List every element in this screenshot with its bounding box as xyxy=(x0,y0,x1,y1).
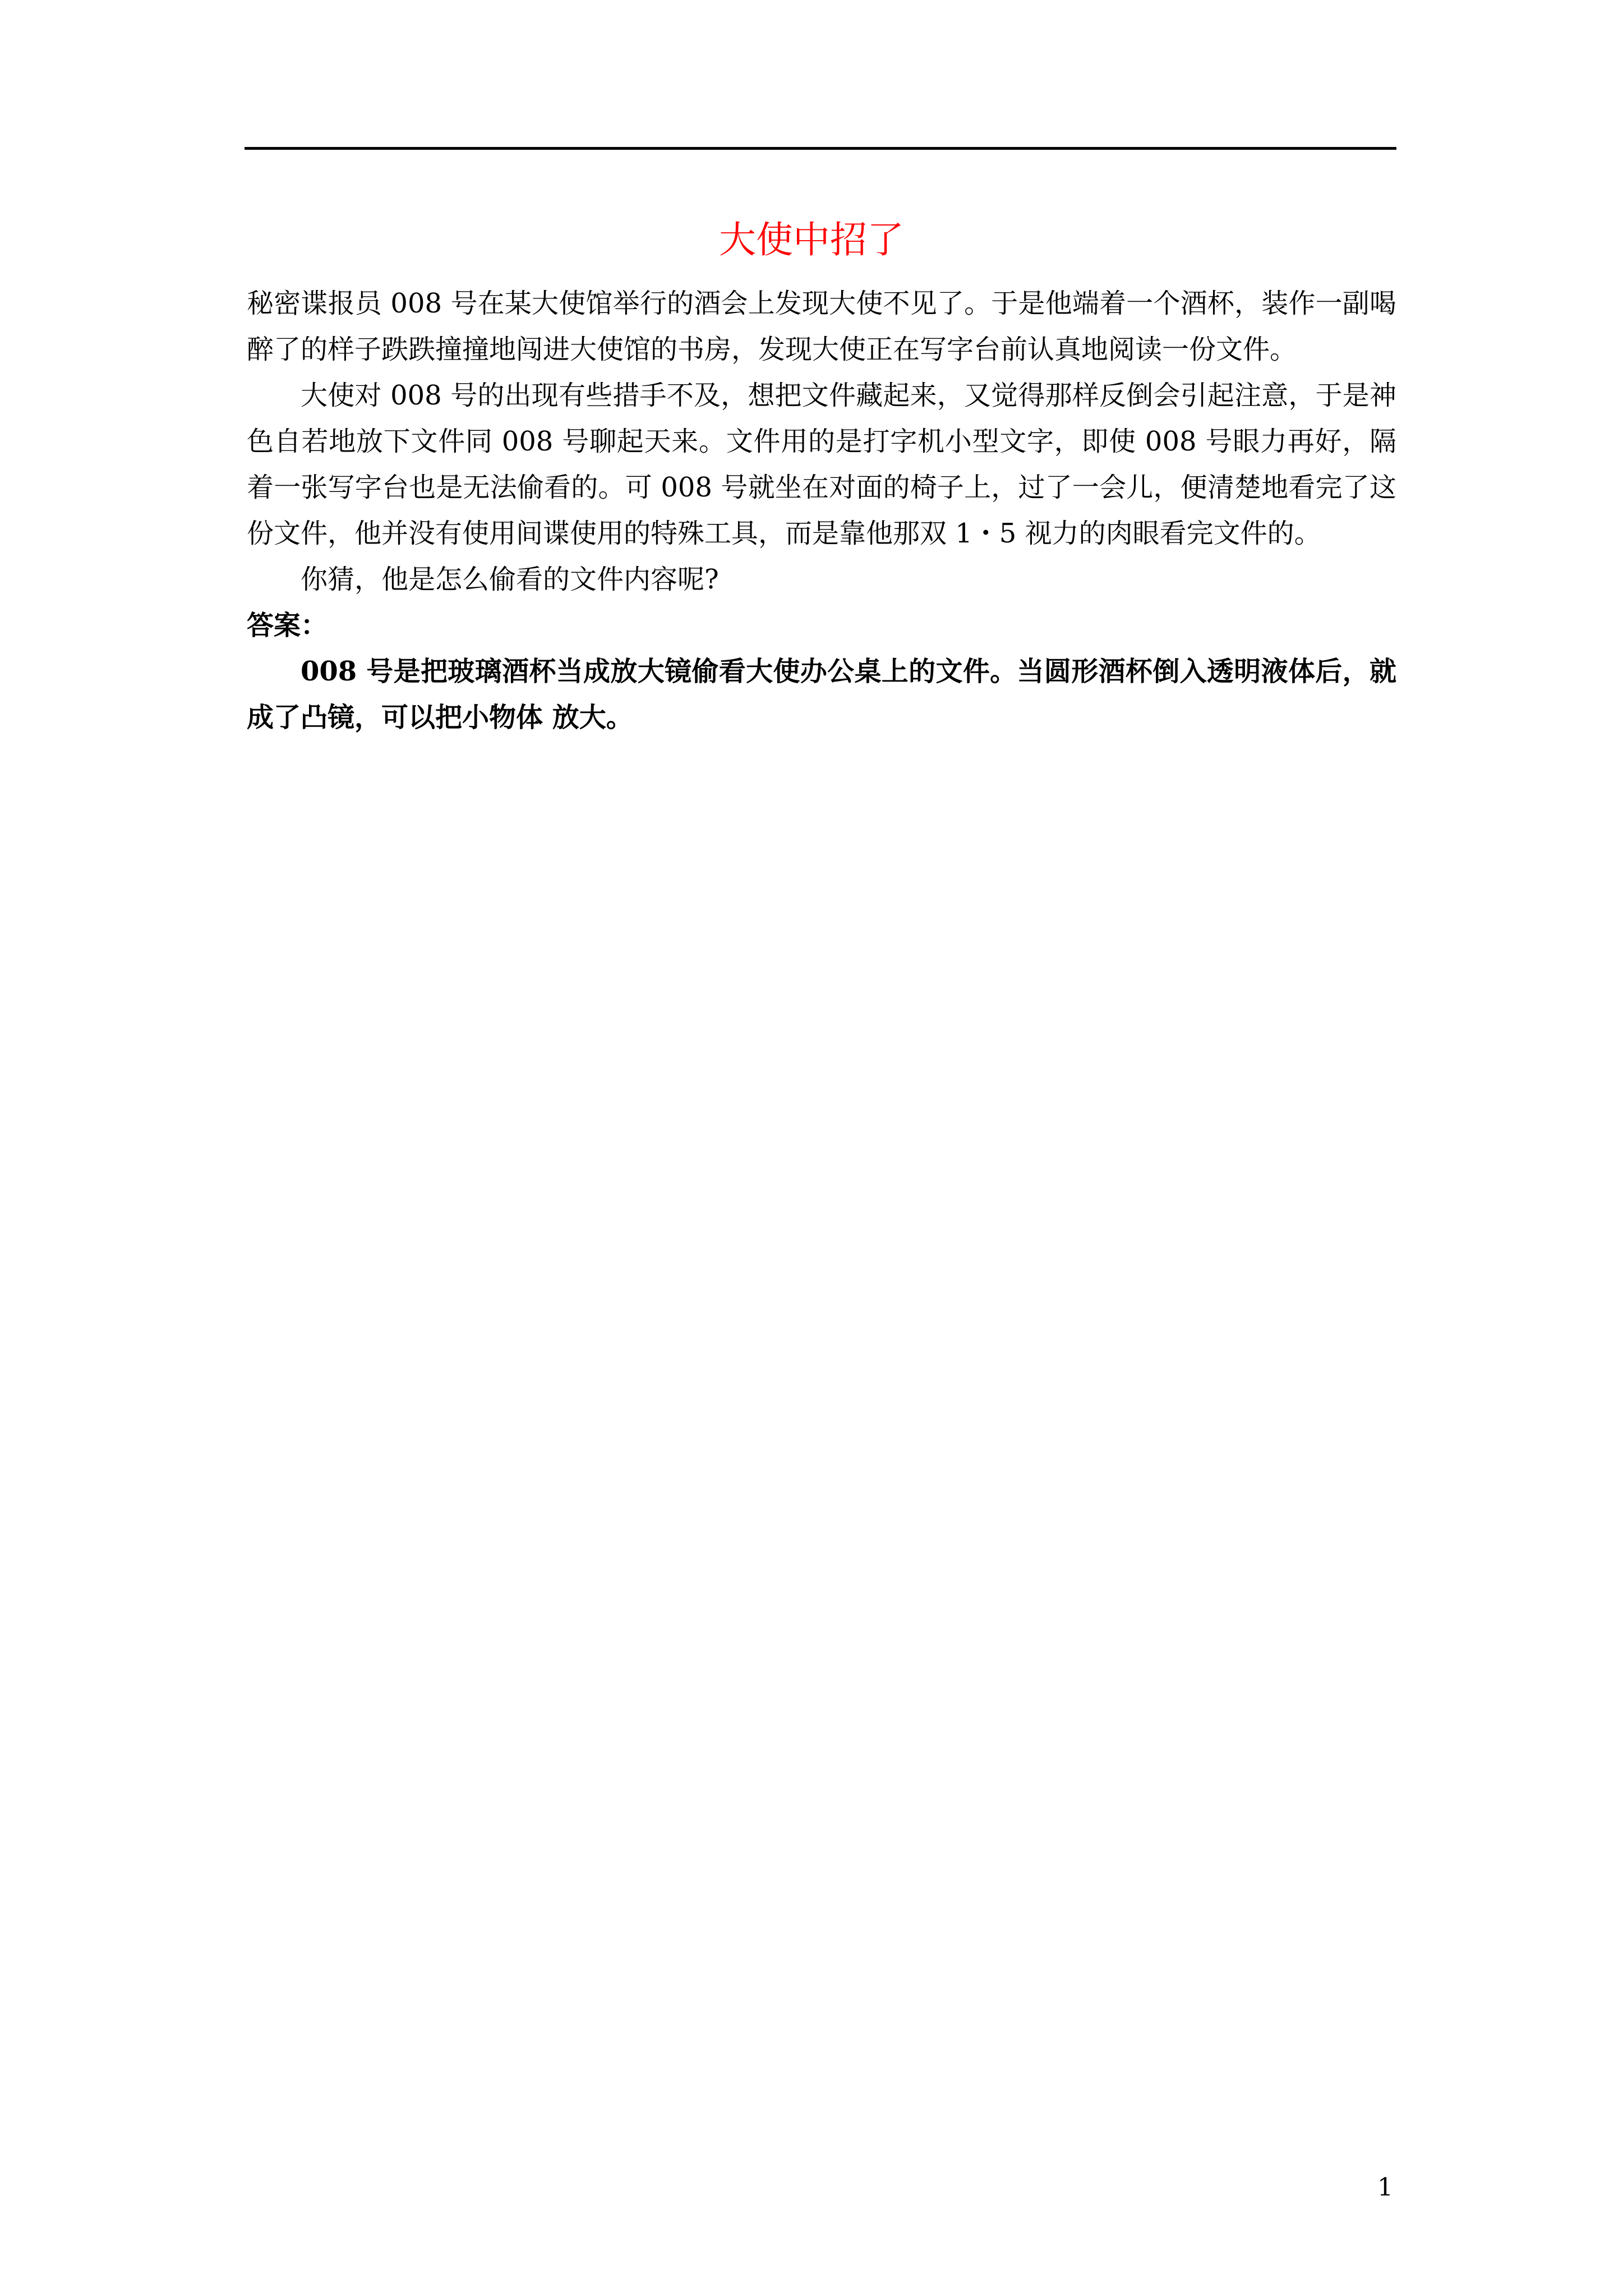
paragraph-question: 你猜，他是怎么偷看的文件内容呢? xyxy=(301,564,719,595)
answer-label: 答案： xyxy=(247,610,328,641)
document-title: 大使中招了 xyxy=(719,218,904,261)
paragraph-story: 大使对 008 号的出现有些措手不及，想把文件藏起来，又觉得那样反倒会引起注意，于是神色自若地放下文件同 008 号聊起天来。文件用的是打字机小型文字，即使 008 号眼力再好，隔着一张写字台也是无法偷看的。可 008 号就坐在对面的椅子上，过了一会儿，便清楚地看完了这份文件，他并没有使用间谍使用的特殊工具，而是靠他那双 1・5 视力的肉眼看完文件的。 xyxy=(247,380,1396,549)
paragraph-intro: 秘密谍报员 008 号在某大使馆举行的酒会上发现大使不见了。于是他端着一个酒杯，装作一副喝醉了的样子跌跌撞撞地闯进大使馆的书房，发现大使正在写字台前认真地阅读一份文件。 xyxy=(247,288,1396,365)
document-body xyxy=(247,280,1396,740)
page-number: 1 xyxy=(1377,2173,1393,2202)
answer-text: 008 号是把玻璃酒杯当成放大镜偷看大使办公桌上的文件。当圆形酒杯倒入透明液体后，就成了凸镜，可以把小物体 放大。 xyxy=(247,656,1396,733)
header-rule xyxy=(245,147,1396,150)
